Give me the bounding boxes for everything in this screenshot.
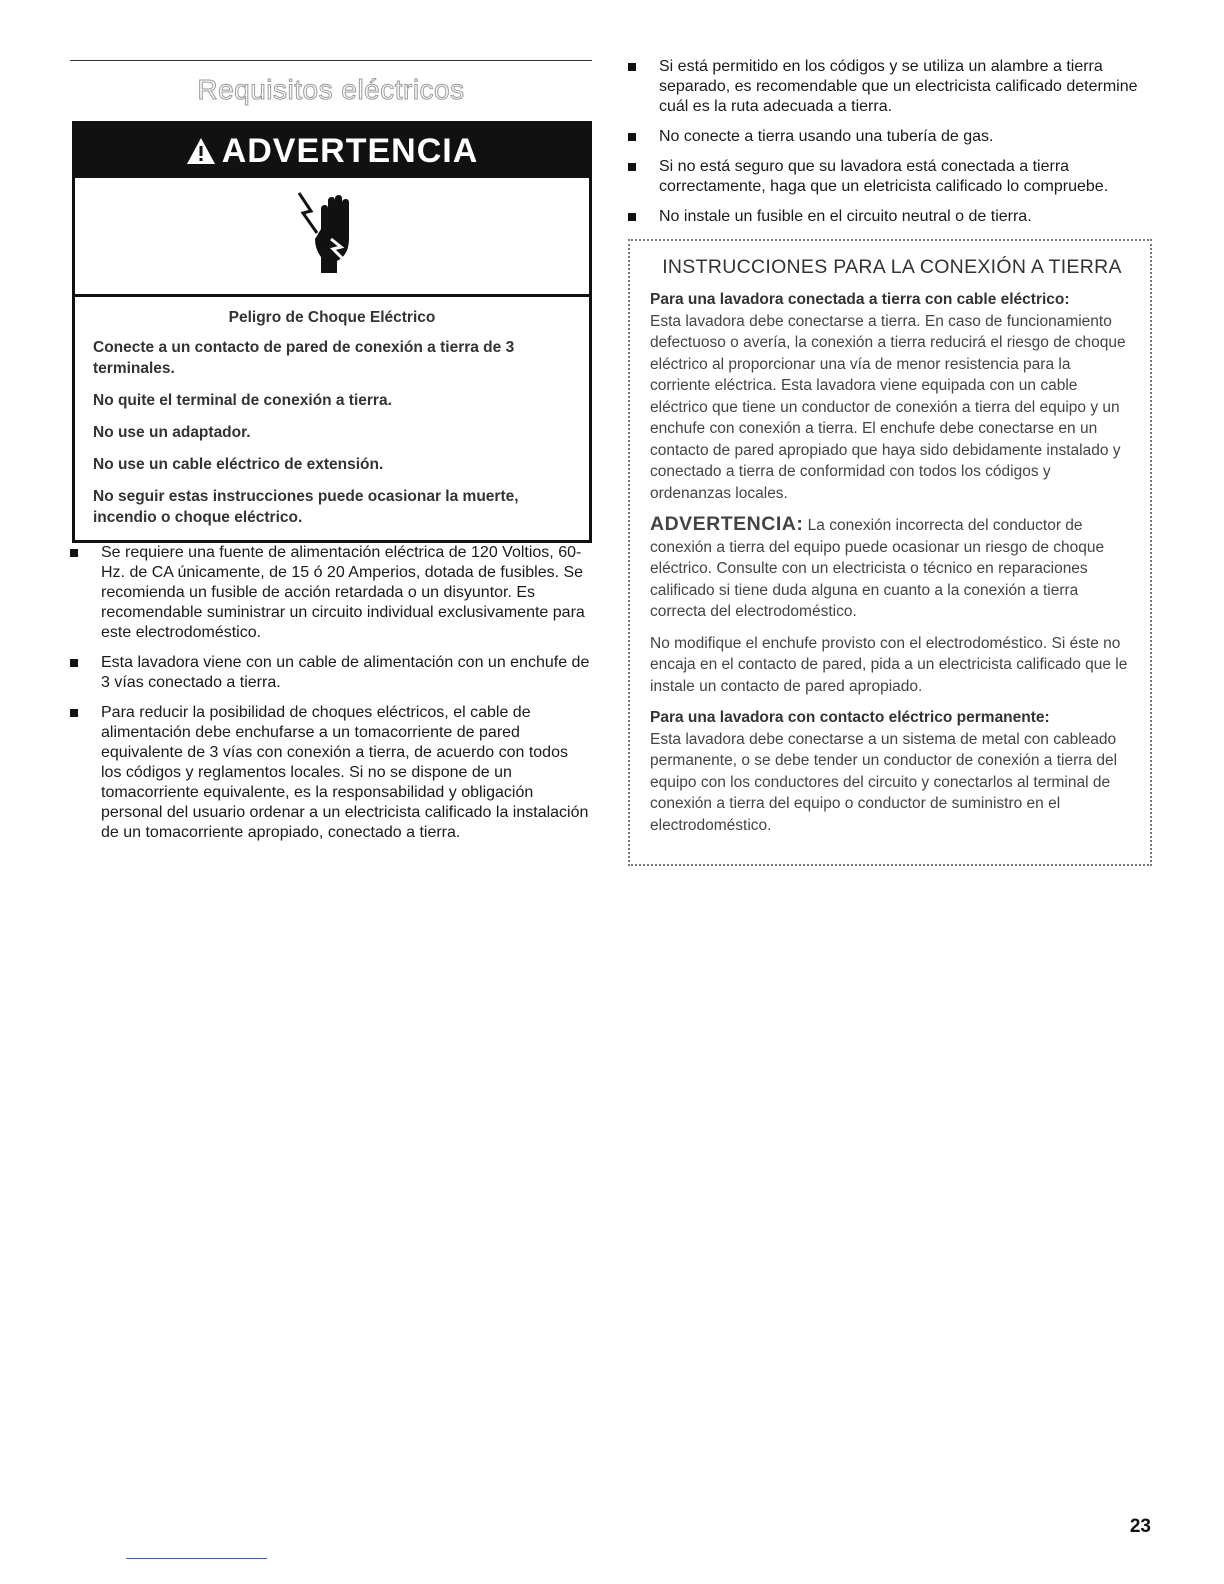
- grounding-warning-label: ADVERTENCIA:: [650, 513, 804, 535]
- permanent-text: Esta lavadora debe conectarse a un sistema de metal con cableado permanente, o se debe tender un conductor de conexión a tierra del equipo con los conductores del circuito y conectarlos al terminal de conexión a tierra del equipo o conductor de suministro en el electrodoméstico.: [650, 730, 1118, 834]
- warning-icon-area: [75, 178, 589, 297]
- corded-text: Esta lavadora debe conectarse a tierra. En caso de funcionamiento defectuoso o avería, la conexión a tierra reducirá el riesgo de choque eléctrico al proporcionar una vía de menor resistencia para la corriente eléctrica. Esta lavadora viene equipada con un cable eléctrico que tiene un conductor de conexión a tierra del equipo y un enchufe con conexión a tierra. El enchufe debe conectarse en un contacto de pared apropiado que haya sido debidamente instalado y conectado a tierra de conformidad con todos los códigos y ordenanzas locales.: [650, 312, 1126, 502]
- bullet-square-icon: [628, 63, 636, 71]
- list-item: No conecte a tierra usando una tubería de gas.: [628, 127, 1152, 147]
- page-number: 23: [1129, 1516, 1151, 1537]
- bullet-square-icon: [70, 549, 78, 557]
- grounding-warning-paragraph: [650, 514, 1134, 623]
- warning-box: [72, 121, 592, 543]
- warning-line: No use un cable eléctrico de extensión.: [93, 456, 384, 473]
- section-rule: [70, 60, 592, 61]
- permanent-heading: Para una lavadora con contacto eléctrico permanente:: [650, 709, 1050, 726]
- grounding-title: INSTRUCCIONES PARA LA CONEXIÓN A TIERRA: [662, 256, 1122, 278]
- section-title: Requisitos eléctricos: [197, 74, 465, 105]
- footer-link-underline: [126, 1558, 267, 1559]
- warning-triangle-icon: [186, 137, 216, 165]
- grounding-warning-text: La conexión incorrecta del conductor de conexión a tierra del equipo puede ocasionar un riesgo de choque eléctrico. Consulte con un electricista o técnico en reparaciones calificado si tiene duda alguna en cuanto a la conexión a tierra correcta del electrodoméstico.: [650, 517, 1105, 620]
- bullet-square-icon: [628, 213, 636, 221]
- warning-line: No use un adaptador.: [93, 424, 251, 441]
- list-item: Se requiere una fuente de alimentación eléctrica de 120 Voltios, 60-Hz. de CA únicamente, de 15 ó 20 Amperios, dotada de fusibles. Se recomienda un fusible de acción retardada o un disyuntor. Es recomendable suministrar un circuito individual exclusivamente para este electrodoméstico.: [70, 543, 592, 643]
- bullet-square-icon: [628, 163, 636, 171]
- left-bullet-list: [70, 543, 592, 843]
- bullet-square-icon: [628, 133, 636, 141]
- list-item: Para reducir la posibilidad de choques eléctricos, el cable de alimentación debe enchufarse a un tomacorriente de pared equivalente de 3 vías con conexión a tierra, de acuerdo con todos los códigos y reglamentos locales. Si no se dispone de un tomacorriente equivalente, es la responsabilidad y obligación personal del usuario ordenar a un electricista calificado la instalación de un tomacorriente apropiado, conectado a tierra.: [70, 703, 592, 843]
- warning-line: No seguir estas instrucciones puede ocasionar la muerte, incendio o choque eléctrico.: [93, 488, 519, 526]
- list-item: Si no está seguro que su lavadora está conectada a tierra correctamente, haga que un eletricista calificado lo compruebe.: [628, 157, 1152, 197]
- warning-line: No quite el terminal de conexión a tierra.: [93, 392, 392, 409]
- right-bullet-list: [628, 57, 1152, 227]
- left-column: [70, 60, 592, 853]
- warning-line: Conecte a un contacto de pared de conexión a tierra de 3 terminales.: [93, 339, 515, 377]
- modify-plug-text: No modifique el enchufe provisto con el electrodoméstico. Si éste no encaja en el contacto de pared, pida a un electricista calificado que le instale un contacto de pared apropiado.: [650, 634, 1128, 695]
- warning-header: [75, 124, 589, 178]
- bullet-square-icon: [70, 709, 78, 717]
- warning-header-text: ADVERTENCIA: [221, 131, 479, 170]
- right-column: [628, 57, 1152, 866]
- corded-heading: Para una lavadora conectada a tierra con cable eléctrico:: [650, 291, 1070, 308]
- bullet-square-icon: [70, 659, 78, 667]
- warning-subtitle: Peligro de Choque Eléctrico: [228, 309, 436, 326]
- list-item: No instale un fusible en el circuito neutral o de tierra.: [628, 207, 1152, 227]
- list-item: Esta lavadora viene con un cable de alimentación con un enchufe de 3 vías conectado a tierra.: [70, 653, 592, 693]
- grounding-instructions-box: [628, 239, 1152, 866]
- electric-shock-hand-icon: [297, 189, 367, 284]
- warning-body: [75, 297, 589, 540]
- list-item: Si está permitido en los códigos y se utiliza un alambre a tierra separado, es recomendable que un electricista calificado determine cuál es la ruta adecuada a tierra.: [628, 57, 1152, 117]
